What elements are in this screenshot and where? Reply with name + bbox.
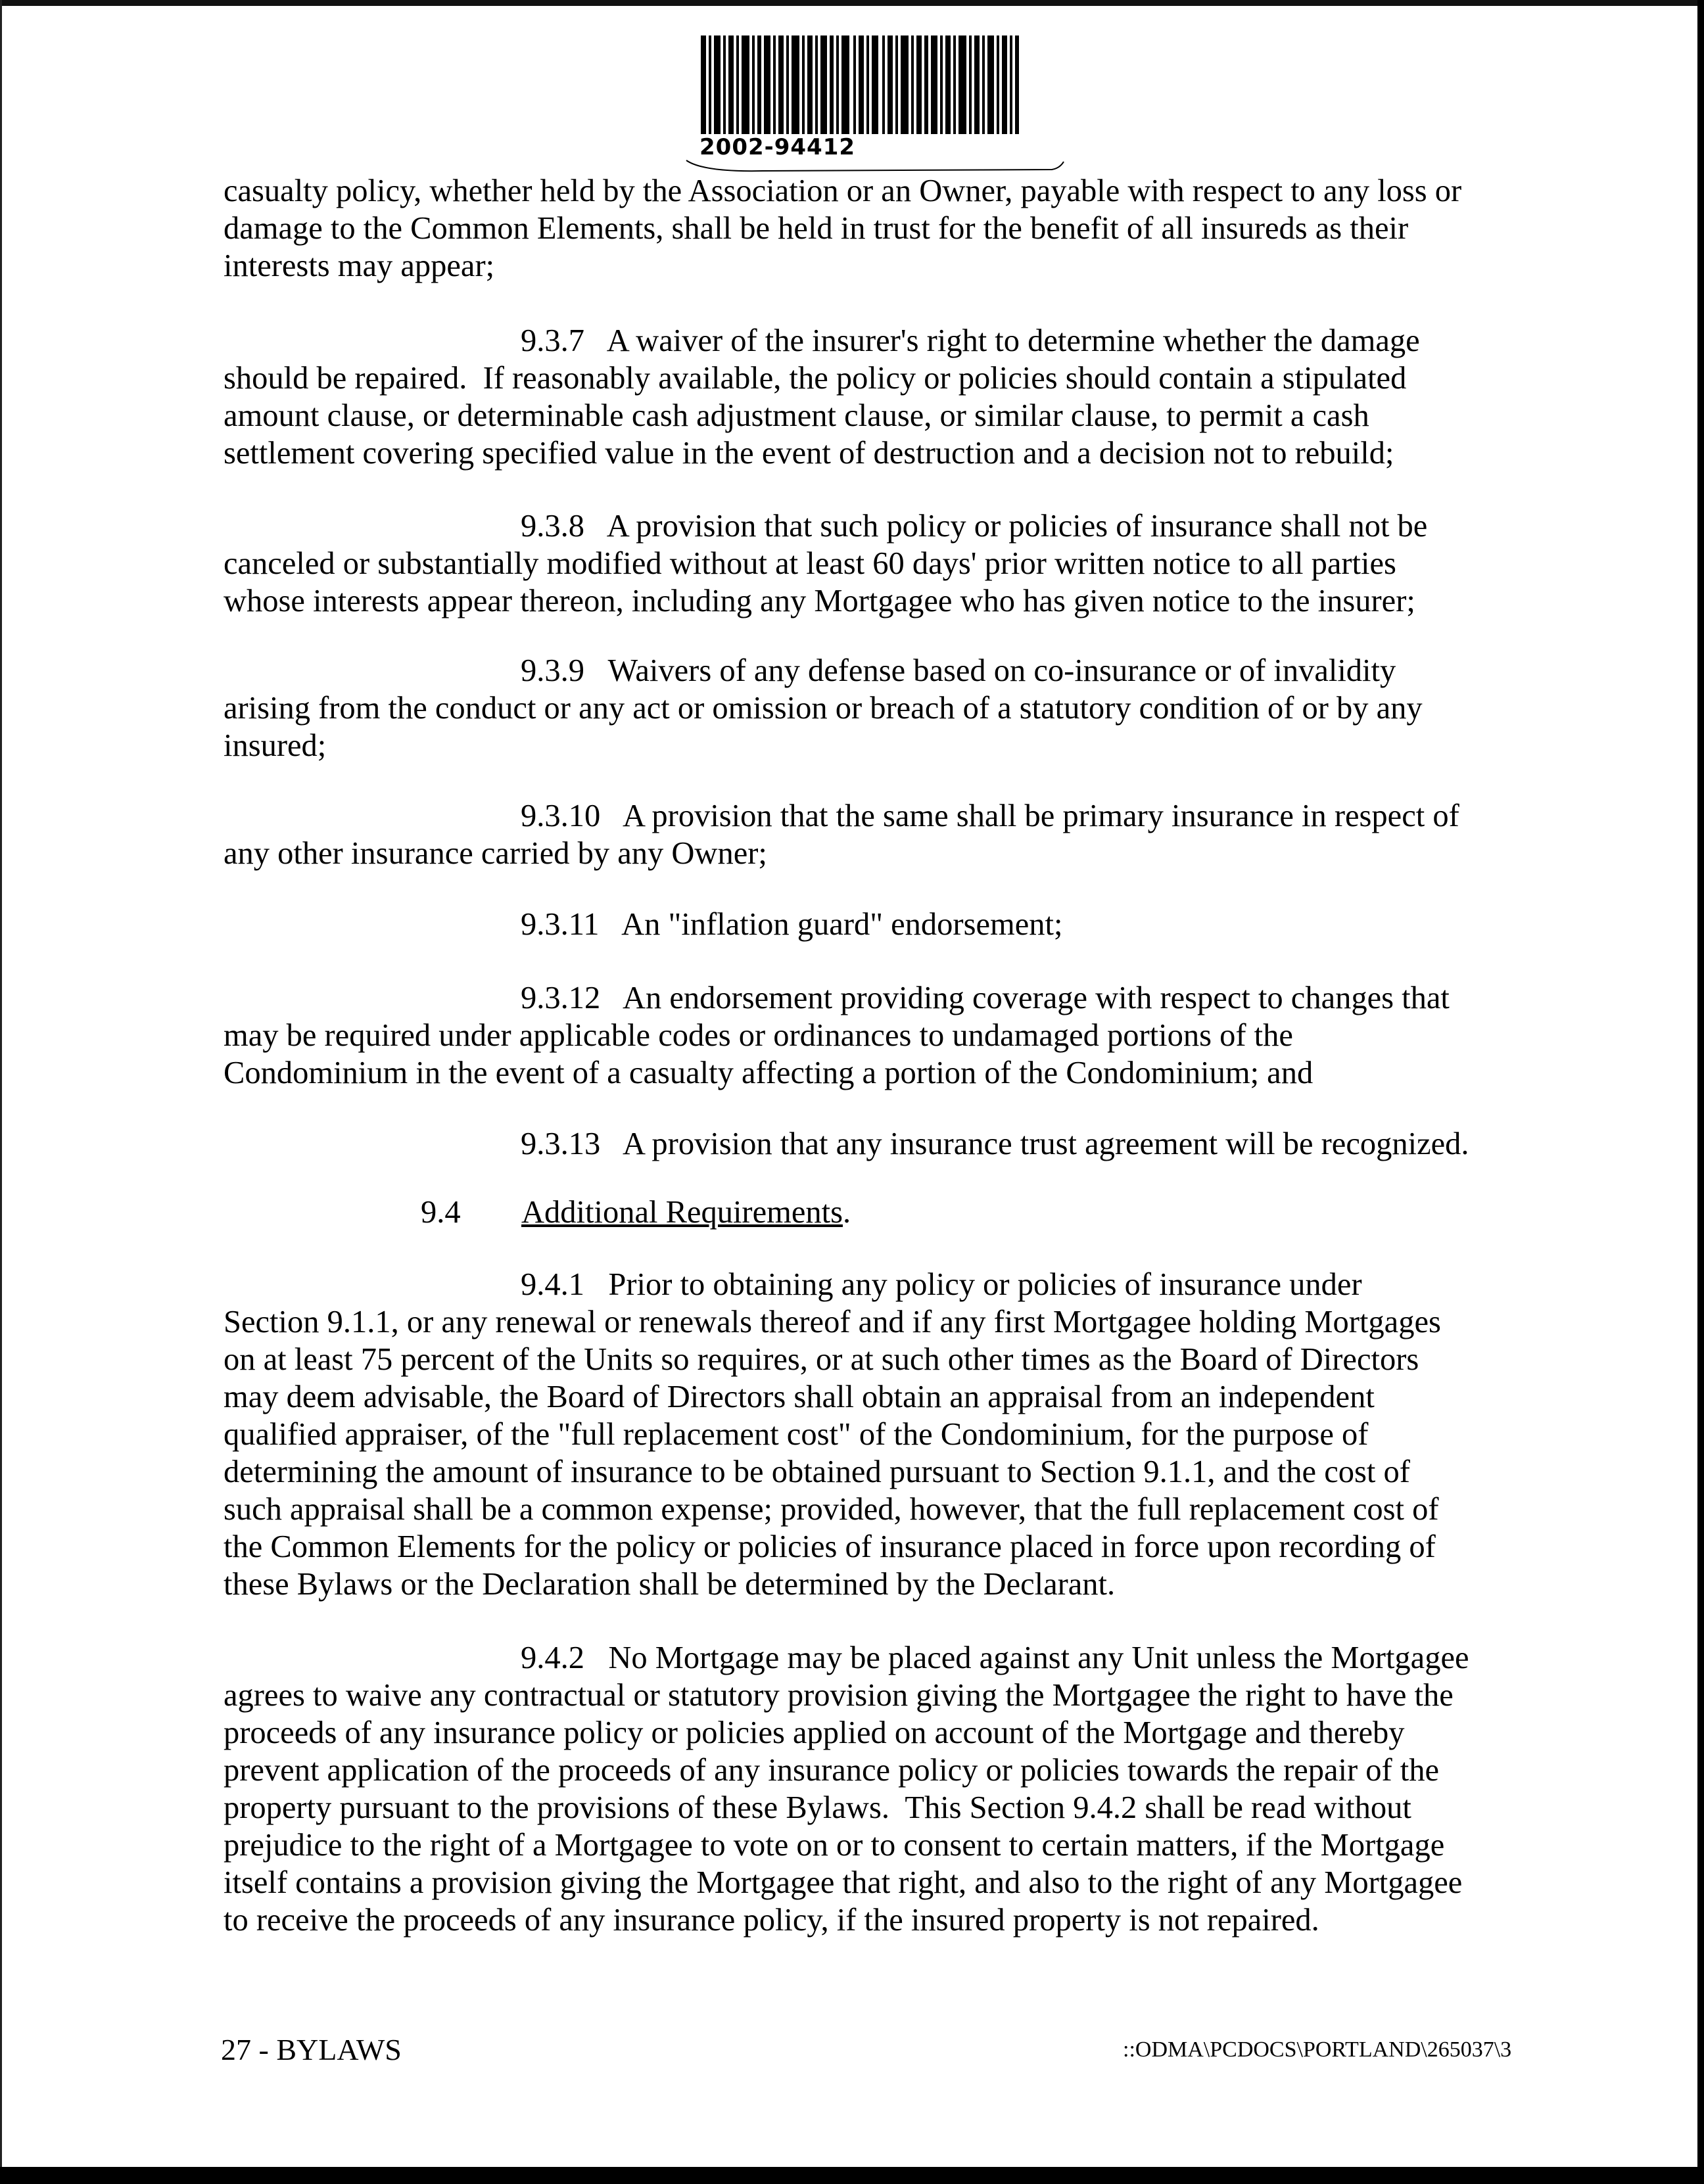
scan-edge-bottom	[0, 2167, 1704, 2184]
scan-edge-right	[1697, 0, 1704, 2184]
text-line: canceled or substantially modified without at least 60 days' prior written notice to all parties	[224, 546, 1396, 581]
text-line: proceeds of any insurance policy or policies applied on account of the Mortgage and thereby	[224, 1715, 1405, 1750]
text-line: to receive the proceeds of any insurance policy, if the insured property is not repaired.	[224, 1903, 1319, 1938]
section-9-3-12	[224, 979, 1512, 1092]
barcode-bars	[701, 35, 1019, 134]
text-line: casualty policy, whether held by the Association or an Owner, payable with respect to any loss or	[224, 174, 1462, 208]
section-9-4-heading	[224, 1194, 1512, 1231]
section-heading-line: 9.3.9 Waivers of any defense based on co-insurance or of invalidity	[521, 653, 1396, 688]
section-9-4-2	[224, 1639, 1512, 1939]
section-9-3-11	[224, 906, 1512, 943]
section-heading-line: 9.3.10 A provision that the same shall be primary insurance in respect of	[521, 799, 1459, 833]
section-9-3-9	[224, 652, 1512, 764]
scan-edge-left	[0, 0, 2, 2184]
section-heading-line: 9.4.2 No Mortgage may be placed against any Unit unless the Mortgagee	[521, 1640, 1469, 1675]
section-title: Additional Requirements	[521, 1195, 843, 1230]
section-heading-line: 9.3.13 A provision that any insurance trust agreement will be recognized.	[521, 1127, 1469, 1161]
barcode-number: 2002-94412	[699, 134, 856, 160]
text-line: these Bylaws or the Declaration shall be determined by the Declarant.	[224, 1567, 1116, 1602]
text-line: interests may appear;	[224, 248, 495, 283]
text-line: amount clause, or determinable cash adjustment clause, or similar clause, to permit a cash	[224, 398, 1369, 433]
text-line: may be required under applicable codes or ordinances to undamaged portions of the	[224, 1018, 1293, 1053]
section-9-4-1	[224, 1266, 1512, 1603]
text-line: insured;	[224, 728, 327, 763]
text-line: settlement covering specified value in the event of destruction and a decision not to rebuild;	[224, 436, 1394, 471]
body-text	[224, 172, 1512, 285]
section-title-period: .	[842, 1195, 851, 1230]
section-heading-line: 9.3.12 An endorsement providing coverage with respect to changes that	[521, 981, 1450, 1015]
text-line: should be repaired. If reasonably available, the policy or policies should contain a stipulated	[224, 361, 1407, 396]
text-line: on at least 75 percent of the Units so requires, or at such other times as the Board of Directors	[224, 1342, 1419, 1377]
section-heading-line: 9.3.7 A waiver of the insurer's right to determine whether the damage	[521, 323, 1420, 358]
section-heading-line: 9.3.11 An "inflation guard" endorsement;	[521, 907, 1063, 942]
text-line: qualified appraiser, of the "full replacement cost" of the Condominium, for the purpose of	[224, 1417, 1369, 1452]
section-heading-line: 9.4.1 Prior to obtaining any policy or policies of insurance under	[521, 1267, 1362, 1302]
text-line: such appraisal shall be a common expense; provided, however, that the full replacement cost of	[224, 1492, 1439, 1527]
section-9-3-7	[224, 322, 1512, 472]
text-line: prejudice to the right of a Mortgagee to vote on or to consent to certain matters, if the Mortgage	[224, 1828, 1445, 1863]
text-line: agrees to waive any contractual or statutory provision giving the Mortgagee the right to have the	[224, 1678, 1454, 1713]
scan-edge-top	[0, 0, 1704, 6]
text-line: Condominium in the event of a casualty affecting a portion of the Condominium; and	[224, 1056, 1314, 1090]
section-9-3-8	[224, 507, 1512, 620]
text-line: Section 9.1.1, or any renewal or renewals thereof and if any first Mortgagee holding Mortgages	[224, 1305, 1441, 1339]
section-9-3-13	[224, 1125, 1512, 1163]
text-line: the Common Elements for the policy or policies of insurance placed in force upon recording of	[224, 1529, 1436, 1564]
text-line: itself contains a provision giving the Mortgagee that right, and also to the right of any Mortgagee	[224, 1865, 1463, 1900]
text-line: damage to the Common Elements, shall be held in trust for the benefit of all insureds as their	[224, 211, 1409, 246]
footer-document-path: ::ODMA\PCDOCS\PORTLAND\265037\3	[1123, 2037, 1512, 2062]
text-line: property pursuant to the provisions of these Bylaws. This Section 9.4.2 shall be read without	[224, 1790, 1411, 1825]
recording-barcode	[684, 32, 1065, 170]
text-line: arising from the conduct or any act or omission or breach of a statutory condition of or by any	[224, 691, 1423, 726]
text-line: whose interests appear thereon, including any Mortgagee who has given notice to the insurer;	[224, 584, 1415, 618]
section-heading-line: 9.3.8 A provision that such policy or policies of insurance shall not be	[521, 509, 1428, 544]
text-line: any other insurance carried by any Owner;	[224, 836, 767, 871]
section-9-3-10	[224, 797, 1512, 872]
text-line: may deem advisable, the Board of Directors shall obtain an appraisal from an independent	[224, 1380, 1375, 1414]
footer-page-label: 27 - BYLAWS	[221, 2033, 402, 2066]
section-number: 9.4	[421, 1195, 461, 1230]
text-line: prevent application of the proceeds of any insurance policy or policies towards the repair of the	[224, 1753, 1440, 1788]
text-line: determining the amount of insurance to be obtained pursuant to Section 9.1.1, and the cost of	[224, 1454, 1410, 1489]
